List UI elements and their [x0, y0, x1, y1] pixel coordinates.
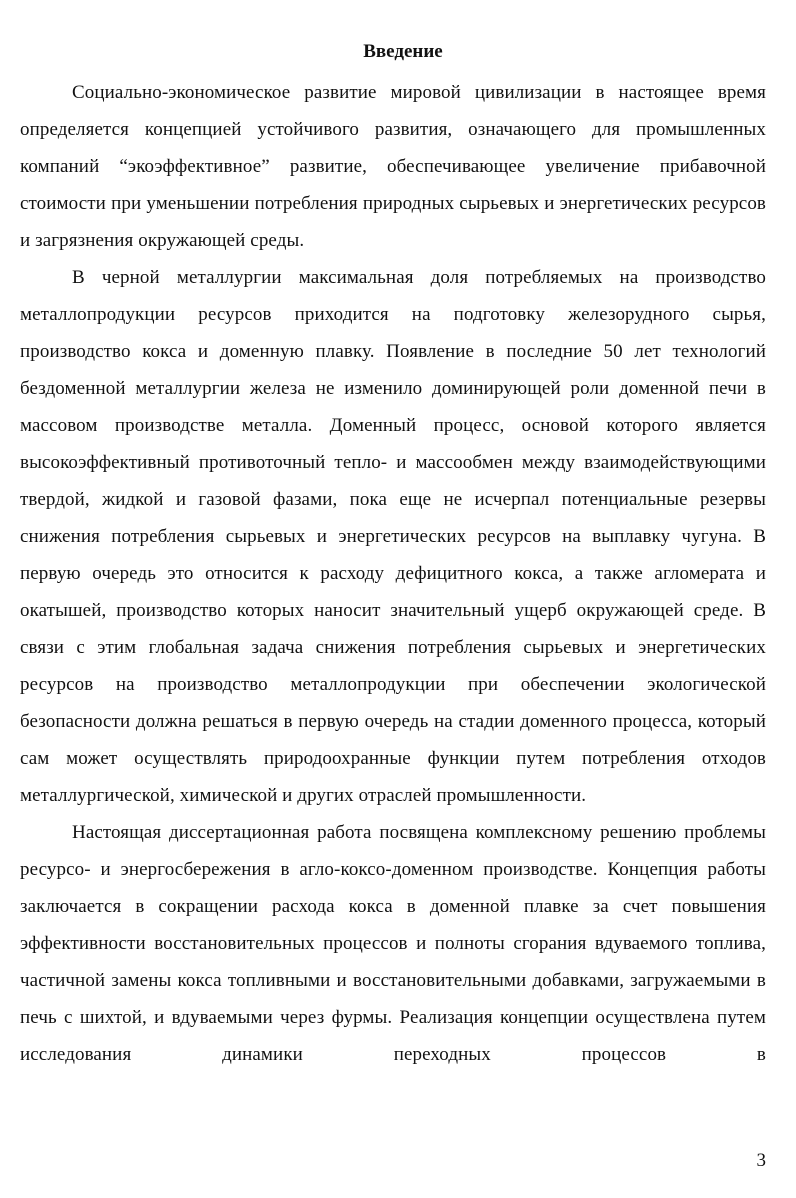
- paragraph-metallurgy: В черной металлургии максимальная доля потребляемых на производство металлопродукции ресурсов приходится на подготовку железорудного сырья, производство кокса и доменную плавку. Появление в последние 50 лет технологий бездоменной металлургии железа не изменило доминирующей роли доменной печи в массовом производстве металла. Доменный процесс, основой которого является высокоэффективный противоточный тепло- и массообмен между взаимодействующими твердой, жидкой и газовой фазами, пока еще не исчерпал потенциальные резервы снижения потребления сырьевых и энергетических ресурсов на выплавку чугуна. В первую очередь это относится к расходу дефицитного кокса, а также агломерата и окатышей, производство которых наносит значительный ущерб окружающей среде. В связи с этим глобальная задача снижения потребления сырьевых и энергетических ресурсов на производство металлопродукции при обеспечении экологической безопасности должна решаться в первую очередь на стадии доменного процесса, который сам может осуществлять природоохранные функции путем потребления отходов металлургической, химической и других отраслей промышленности.: [20, 267, 766, 806]
- page-title: Введение: [363, 41, 443, 62]
- page-number: 3: [756, 1150, 766, 1171]
- document-page: [20, 40, 766, 1073]
- paragraph-dissertation: Настоящая диссертационная работа посвящена комплексному решению проблемы ресурсо- и энергосбережения в агло-коксо-доменном производстве. Концепция работы заключается в сокращении расхода кокса в доменной плавке за счет повышения эффективности восстановительных процессов и полноты сгорания вдуваемого топлива, частичной замены кокса топливными и восстановительными добавками, загружаемыми в печь с шихтой, и вдуваемыми через фурмы. Реализация концепции осуществлена путем исследования динамики переходных процессов в: [20, 822, 766, 1065]
- paragraph-intro: Социально-экономическое развитие мировой цивилизации в настоящее время определяется концепцией устойчивого развития, означающего для промышленных компаний “экоэффективное” развитие, обеспечивающее увеличение прибавочной стоимости при уменьшении потребления природных сырьевых и энергетических ресурсов и загрязнения окружающей среды.: [20, 82, 766, 251]
